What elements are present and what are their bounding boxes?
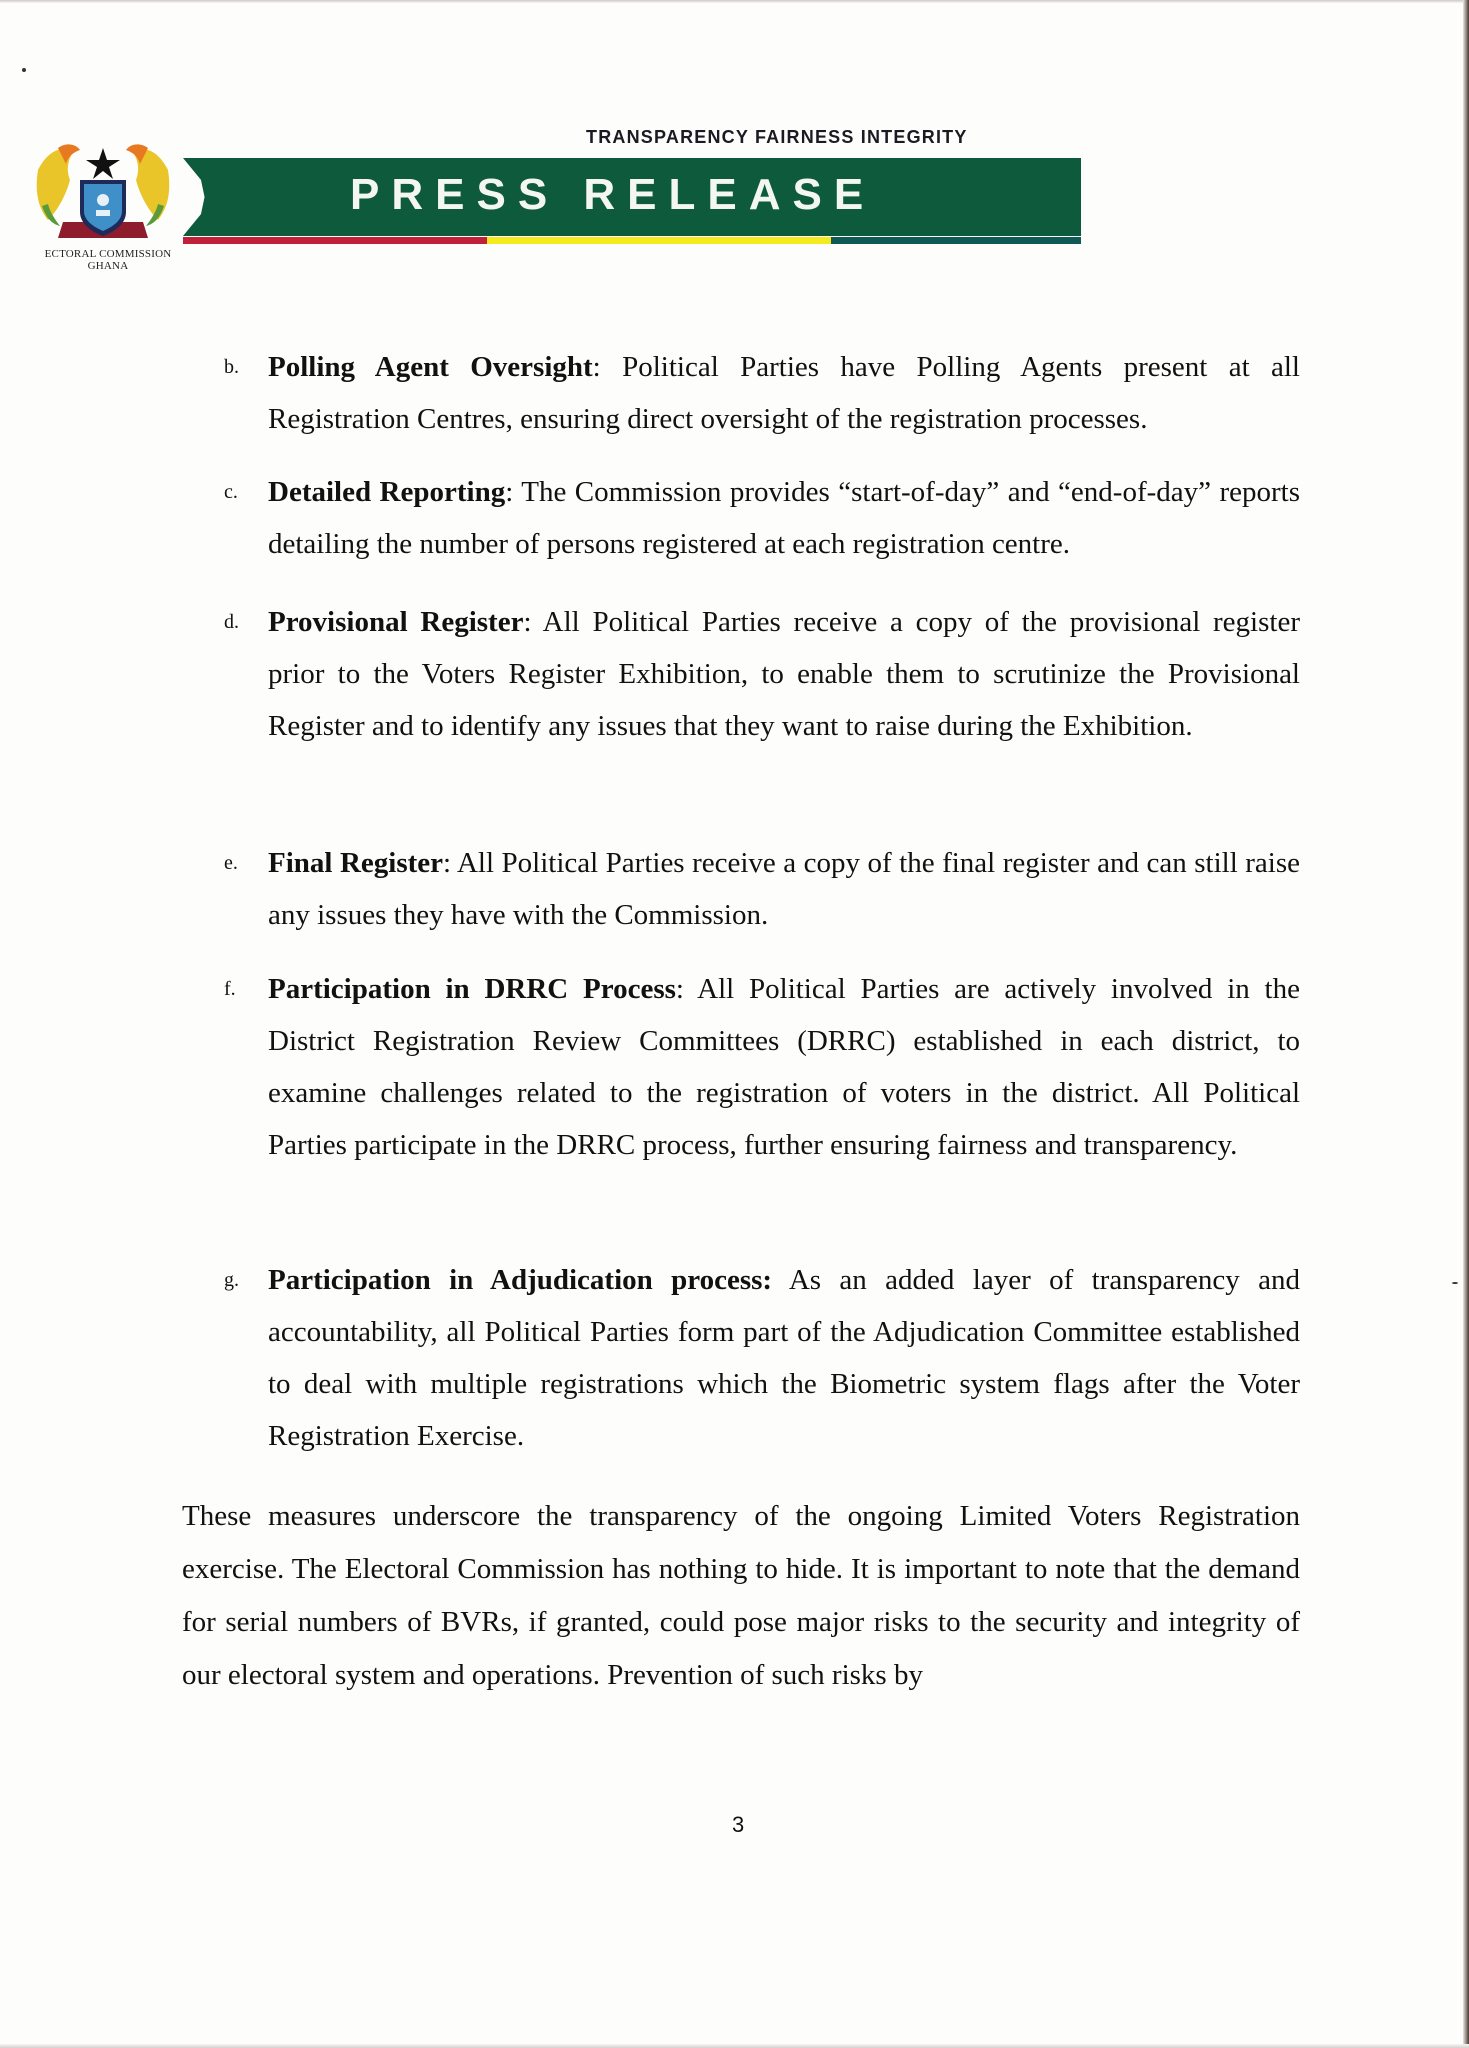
title-separator: : — [592, 351, 601, 383]
list-marker: d. — [224, 611, 239, 633]
logo-caption-line2: GHANA — [87, 260, 129, 272]
list-marker: g. — [224, 1269, 239, 1291]
stripe-teal — [831, 237, 1081, 244]
list-marker: e. — [224, 852, 238, 874]
list-item-text — [268, 596, 1300, 752]
logo-caption — [28, 248, 188, 272]
list-marker: c. — [224, 481, 238, 503]
list-item-final-register — [224, 837, 1301, 941]
title-separator: : — [505, 476, 514, 508]
list-item-text — [268, 1254, 1300, 1462]
list-item-body: The Commission provides “start-of-day” and “end-of-day” reports detailing the number of persons registered at each registration centre. — [268, 476, 1300, 560]
list-item-title: Participation in DRRC Process — [268, 973, 676, 1005]
list-item-title: Participation in Adjudication process: — [268, 1264, 773, 1296]
stripe-red — [183, 237, 487, 244]
list-item-text — [268, 466, 1300, 570]
list-item-title: Detailed Reporting — [268, 476, 506, 508]
scan-speck — [22, 68, 26, 72]
ghana-coat-of-arms-logo-icon — [28, 140, 178, 250]
list-item-text — [268, 341, 1300, 445]
list-item-text — [268, 963, 1300, 1171]
page-number: 3 — [732, 1812, 745, 1837]
list-item-title: Polling Agent Oversight — [268, 351, 593, 383]
list-item-body: All Political Parties receive a copy of the provisional register prior to the Voters Register Exhibition, to enable them to scrutinize the Provisional Register and to identify any issues that they want to raise during the Exhibition. — [268, 606, 1300, 742]
list-item-detailed-reporting — [224, 466, 1300, 570]
banner-title: PRESS RELEASE — [350, 170, 876, 219]
logo-caption-line1: ECTORAL COMMISSION — [44, 248, 172, 260]
title-separator: : — [675, 973, 684, 1005]
page-edge-right — [1463, 0, 1469, 2048]
list-item-text — [268, 837, 1300, 941]
page-edge-top — [0, 0, 1469, 3]
list-item-adjudication-process — [224, 1254, 1300, 1462]
page-edge-bottom — [0, 2044, 1469, 2048]
title-separator: : — [443, 847, 452, 879]
list-item-body: All Political Parties receive a copy of the final register and can still raise any issues they have with the Commission. — [268, 847, 1301, 931]
scan-speck — [1452, 1282, 1458, 1284]
list-item-body: All Political Parties are actively involved in the District Registration Review Committees (DRRC) established in each district, to examine challenges related to the registration of voters in the district. All Political Parties participate in the DRRC process, further ensuring fairness and transparency. — [268, 973, 1300, 1161]
list-marker: f. — [224, 978, 236, 1000]
list-item-body: Political Parties have Polling Agents present at all Registration Centres, ensuring direct oversight of the registration processes. — [268, 351, 1300, 435]
closing-paragraph: These measures underscore the transparency of the ongoing Limited Voters Registration exercise. The Electoral Commission has nothing to hide. It is important to note that the demand for serial numbers of BVRs, if granted, could pose major risks to the security and integrity of our electoral system and operations. Prevention of such risks by — [182, 1500, 1300, 1691]
stripe-yellow — [487, 237, 831, 244]
list-item-body: As an added layer of transparency and accountability, all Political Parties form part of the Adjudication Committee established to deal with multiple registrations which the Biometric system flags after the Voter Registration Exercise. — [268, 1264, 1300, 1452]
title-separator: : — [523, 606, 532, 638]
list-item-provisional-register — [224, 596, 1300, 752]
list-item-polling-agent-oversight — [224, 341, 1300, 445]
list-marker: b. — [224, 356, 239, 378]
list-item-drrc-process — [224, 963, 1300, 1171]
tagline: TRANSPARENCY FAIRNESS INTEGRITY — [586, 127, 968, 147]
list-item-title: Final Register — [268, 847, 444, 879]
list-item-title: Provisional Register — [268, 606, 524, 638]
